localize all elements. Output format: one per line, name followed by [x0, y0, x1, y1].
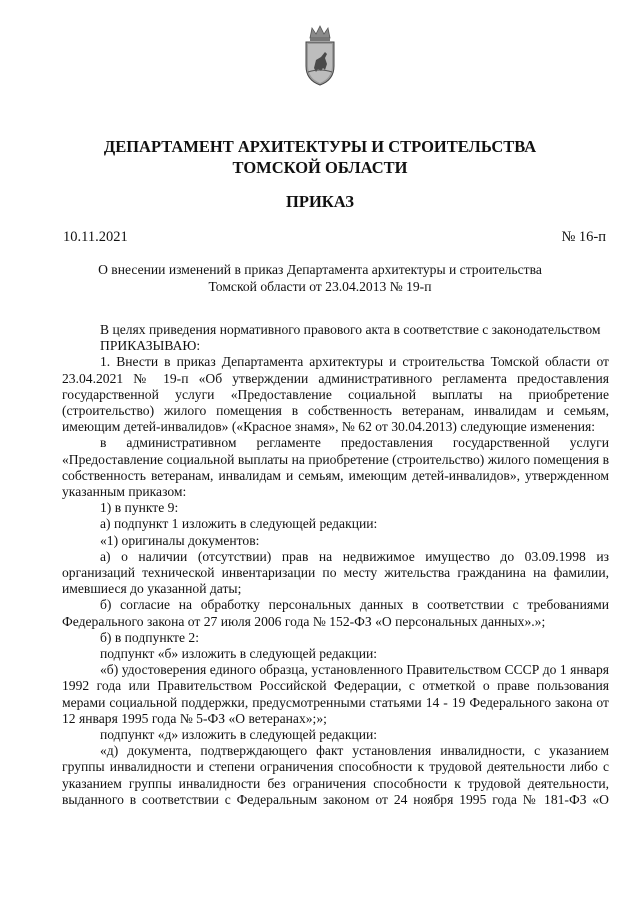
paragraph: «д) документа, подтверждающего факт установления инвалидности, с указанием группы инвалидности и степени ограничения способности к трудовой деятельности либо с указанием группы инвалидности без ограничения способности к трудовой деятельности, выданного в соответствии с Федеральным законом от 24 ноября 1995 года № 181-ФЗ «О [62, 743, 609, 807]
subject-line1: О внесении изменений в приказ Департамента архитектуры и строительства [98, 262, 542, 277]
org-name-line1: ДЕПАРТАМЕНТ АРХИТЕКТУРЫ И СТРОИТЕЛЬСТВА [103, 137, 537, 156]
paragraph: «1) оригиналы документов: [100, 532, 260, 548]
paragraph: В целях приведения нормативного правового акта в соответствие с законодательством [100, 322, 601, 337]
paragraph: 1) в пункте 9: [100, 500, 179, 516]
org-name-line2: ТОМСКОЙ ОБЛАСТИ [232, 158, 408, 177]
paragraph: 1. Внести в приказ Департамента архитектуры и строительства Томской области от 23.04.2021 № 19-п «Об утверждении административного регламента предоставления государственной услуги «Предоставление социальной выплаты на приобретение (строительство) жилого помещения в собственность ветеранам, инвалидам и семьям, имеющим детей-инвалидов» («Красное знамя», № 62 от 30.04.2013) следующие изменения: [62, 354, 609, 435]
paragraph: «б) удостоверения единого образца, установленного Правительством СССР до 1 января 1992 года или Правительством Российской Федерации, с отметкой о праве пользования мерами социальной поддержки, предусмотренными статьями 14 - 19 Федерального закона от 12 января 1995 года № 5-ФЗ «О ветеранах»;»; [62, 662, 609, 726]
paragraph: б) в подпункте 2: [100, 629, 199, 645]
paragraph: а) подпункт 1 изложить в следующей редакции: [100, 516, 378, 532]
paragraph: подпункт «д» изложить в следующей редакции: [100, 727, 378, 743]
paragraph: б) согласие на обработку персональных данных в соответствии с требованиями Федерального закона от 27 июля 2006 года № 152-ФЗ «О персональных данных».»; [62, 597, 609, 629]
document-body [62, 322, 609, 808]
document-date: 10.11.2021 [63, 229, 128, 245]
subject-line2: Томской области от 23.04.2013 № 19-п [208, 279, 432, 294]
document-subject [70, 261, 570, 295]
paragraph: ПРИКАЗЫВАЮ: [100, 338, 201, 354]
paragraph: подпункт «б» изложить в следующей редакции: [100, 646, 378, 662]
document-number: № 16-п [561, 229, 606, 245]
paragraph: в административном регламенте предоставления государственной услуги «Предоставление социальной выплаты на приобретение (строительство) жилого помещения в собственность ветеранам, инвалидам и семьям, имеющим детей-инвалидов», утвержденном указанным приказом: [62, 435, 609, 500]
coat-of-arms-emblem [301, 24, 339, 86]
document-type: ПРИКАЗ [286, 192, 354, 211]
paragraph: а) о наличии (отсутствии) прав на недвижимое имущество до 03.09.1998 из организаций технической инвентаризации по месту жительства гражданина на фамилии, имевшиеся до указанной даты; [62, 548, 609, 597]
